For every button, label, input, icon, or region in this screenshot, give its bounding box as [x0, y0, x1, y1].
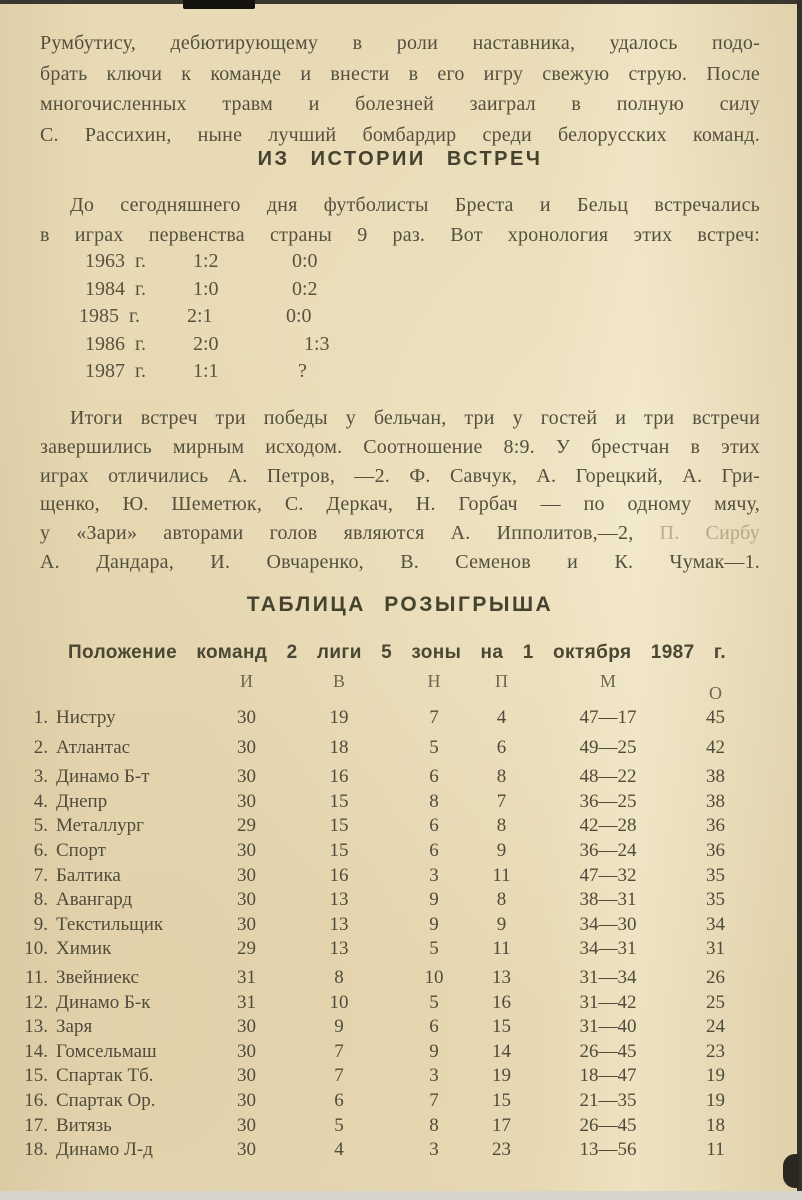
- draws-cell: 6: [429, 839, 439, 861]
- team-name: Авангард: [56, 889, 133, 911]
- team-name: Спартак Тб.: [56, 1065, 154, 1087]
- goals-cell: 42—28: [579, 815, 637, 837]
- points-cell: 24: [706, 1016, 725, 1038]
- history-section-title: ИЗ ИСТОРИИ ВСТРЕЧ: [257, 148, 543, 170]
- games-played-cell: 30: [237, 1065, 256, 1087]
- points-cell: 19: [706, 1089, 725, 1111]
- match-score-second: 1:3: [304, 332, 330, 355]
- losses-cell: 13: [492, 966, 511, 988]
- match-score-second: ?: [298, 360, 307, 383]
- games-played-cell: 29: [237, 815, 256, 837]
- match-score-second: 0:2: [292, 277, 318, 300]
- points-cell: 34: [706, 913, 725, 935]
- points-cell: 23: [706, 1040, 725, 1062]
- year-suffix: г.: [135, 250, 146, 272]
- rank-number: 11.: [24, 966, 48, 988]
- losses-cell: 17: [492, 1114, 511, 1136]
- column-header: О: [709, 683, 722, 703]
- team-cell: [8, 888, 213, 913]
- rank-number: 15.: [24, 1065, 48, 1087]
- wins-cell: 5: [334, 1114, 344, 1136]
- rank-number: 18.: [24, 1139, 48, 1161]
- rank-number: 10.: [24, 938, 48, 960]
- table-row: [8, 991, 748, 1016]
- team-name: Металлург: [56, 815, 144, 837]
- year-suffix: г.: [135, 360, 146, 383]
- points-cell: 18: [706, 1114, 725, 1136]
- wins-cell: 4: [334, 1139, 344, 1161]
- points-cell: 36: [706, 839, 725, 861]
- team-cell: [8, 1114, 213, 1139]
- table-row: [8, 1064, 748, 1089]
- paper-sheet: [0, 4, 797, 1191]
- games-played-cell: 30: [237, 1016, 256, 1038]
- points-cell: 42: [706, 736, 725, 758]
- team-cell: [8, 790, 213, 815]
- paragraph-line: [40, 548, 760, 577]
- points-cell: 38: [706, 790, 725, 812]
- team-cell: [8, 864, 213, 889]
- games-played-cell: 30: [237, 1139, 256, 1161]
- team-cell: [8, 736, 213, 761]
- wins-cell: 9: [334, 1016, 344, 1038]
- goals-cell: 36—24: [579, 839, 637, 861]
- rank-number: 7.: [33, 864, 48, 886]
- team-column-spacer: [8, 670, 213, 704]
- match-year: 1985: [79, 305, 119, 328]
- rank-number: 5.: [33, 815, 48, 837]
- games-played-cell: 31: [237, 991, 256, 1013]
- points-cell: 45: [706, 707, 725, 728]
- wins-cell: 15: [329, 790, 349, 812]
- games-played-cell: 30: [237, 736, 256, 758]
- scan-border-top-dark-segment: [183, 0, 255, 9]
- wins-cell: 13: [329, 889, 349, 911]
- match-score-first: 2:0: [193, 332, 219, 355]
- draws-cell: 6: [429, 815, 439, 837]
- chronology-row: [85, 248, 505, 276]
- team-cell: [8, 1138, 213, 1163]
- line-text: Итоги встреч три победы у бельчан, три у гостей и три встречи: [70, 407, 760, 429]
- goals-cell: 48—22: [579, 766, 637, 788]
- wins-cell: 13: [329, 938, 349, 960]
- standings-header-row: [8, 670, 748, 704]
- scan-border-top: [0, 0, 802, 4]
- column-header: В: [332, 671, 345, 691]
- team-name: Витязь: [56, 1114, 112, 1136]
- chronology-row: [85, 331, 505, 359]
- match-score-second: 0:0: [286, 305, 312, 328]
- rank-number: 12.: [24, 991, 48, 1013]
- points-cell: 25: [706, 991, 725, 1013]
- goals-cell: 26—45: [579, 1114, 637, 1136]
- match-year: 1986: [85, 332, 125, 355]
- draws-cell: 7: [429, 707, 439, 728]
- rank-number: 6.: [33, 839, 48, 861]
- games-played-cell: 30: [237, 707, 256, 728]
- paragraph-line: До сегодняшнего дня футболисты Бреста и Бельц встречались: [70, 194, 760, 216]
- points-cell: 19: [706, 1065, 725, 1087]
- draws-cell: 6: [429, 766, 439, 788]
- match-score-second: 0:0: [292, 250, 318, 272]
- line-text: играх отличились А. Петров, —2. Ф. Савчук, А. Горецкий, А. Гри-: [40, 464, 760, 487]
- team-cell: [8, 706, 213, 731]
- table-row: [8, 1089, 748, 1114]
- points-cell: 11: [706, 1139, 725, 1161]
- paragraph-line: [40, 404, 760, 433]
- games-played-cell: 30: [237, 839, 256, 861]
- losses-cell: 9: [496, 839, 507, 861]
- paragraph-line: многочисленных травм и болезней заиграл в полную силу: [40, 93, 760, 116]
- games-played-cell: 30: [237, 1114, 256, 1136]
- column-header: П: [495, 671, 508, 691]
- team-name: Атлантас: [56, 736, 131, 758]
- table-row: [8, 888, 748, 913]
- draws-cell: 5: [429, 736, 439, 758]
- match-score-first: 2:1: [187, 305, 213, 328]
- draws-cell: 9: [429, 889, 439, 911]
- draws-cell: 3: [429, 864, 439, 886]
- losses-cell: 23: [492, 1139, 511, 1161]
- goals-cell: 49—25: [579, 736, 637, 758]
- goals-cell: 21—35: [579, 1089, 637, 1111]
- team-cell: [8, 937, 213, 962]
- draws-cell: 8: [429, 1114, 439, 1136]
- history-summary-paragraph: [40, 404, 760, 577]
- losses-cell: 7: [496, 790, 507, 812]
- losses-cell: 6: [496, 736, 507, 758]
- team-cell: [8, 1040, 213, 1065]
- standings-table: [8, 670, 748, 1163]
- chronology-row: [79, 303, 499, 331]
- team-cell: [8, 814, 213, 839]
- wins-cell: 10: [329, 991, 349, 1013]
- line-text: завершились мирным исходом. Соотношение 8:9. У брестчан в этих: [40, 435, 760, 458]
- goals-cell: 31—42: [579, 991, 637, 1013]
- draws-cell: 8: [429, 790, 439, 812]
- draws-cell: 5: [429, 938, 439, 960]
- table-row: [8, 706, 748, 731]
- table-row: [8, 913, 748, 938]
- draws-cell: 10: [424, 966, 444, 988]
- games-played-cell: 30: [237, 790, 256, 812]
- draws-cell: 3: [429, 1065, 439, 1087]
- losses-cell: 15: [492, 1089, 511, 1111]
- table-row: [8, 966, 748, 991]
- losses-cell: 8: [496, 815, 507, 837]
- table-row: [8, 864, 748, 889]
- team-cell: [8, 765, 213, 790]
- team-name: Днепр: [56, 790, 108, 812]
- history-intro-paragraph: [40, 190, 760, 250]
- team-cell: [8, 1064, 213, 1089]
- column-header: М: [599, 671, 616, 691]
- goals-cell: 34—30: [579, 913, 637, 935]
- team-name: Звейниекс: [56, 966, 139, 988]
- paragraph-line: С. Рассихин, ныне лучший бомбардир среди белорусских команд.: [40, 123, 760, 146]
- losses-cell: 19: [492, 1065, 511, 1087]
- paragraph-line: брать ключи к команде и внести в его игру свежую струю. После: [40, 62, 760, 85]
- year-suffix: г.: [135, 332, 146, 355]
- team-name: Спартак Ор.: [56, 1089, 156, 1111]
- team-name: Динамо Б-к: [56, 991, 151, 1013]
- rank-number: 16.: [24, 1089, 48, 1111]
- draws-cell: 6: [429, 1016, 439, 1038]
- table-row: [8, 937, 748, 962]
- table-subtitle: Положение команд 2 лиги 5 зоны на 1 октября 1987 г.: [68, 642, 726, 663]
- rank-number: 8.: [33, 889, 48, 911]
- rank-number: 17.: [24, 1114, 48, 1136]
- wins-cell: 16: [329, 766, 349, 788]
- rank-number: 4.: [33, 790, 48, 812]
- points-cell: 36: [706, 815, 725, 837]
- line-text: А. Дандара, И. Овчаренко, В. Семенов и К. Чумак—1.: [40, 550, 760, 573]
- games-played-cell: 30: [237, 864, 256, 886]
- column-header: Н: [427, 671, 441, 691]
- column-header: И: [240, 671, 253, 691]
- wins-cell: 15: [329, 815, 349, 837]
- rank-number: 9.: [33, 913, 48, 935]
- losses-cell: 8: [496, 766, 507, 788]
- faded-line-text: П. Сирбу: [659, 522, 760, 545]
- wins-cell: 8: [334, 966, 344, 988]
- goals-cell: 34—31: [579, 938, 637, 960]
- paragraph-line: Румбутису, дебютирующему в роли наставника, удалось подо-: [40, 32, 760, 54]
- draws-cell: 9: [429, 913, 439, 935]
- scan-border-bottom: [0, 1191, 802, 1200]
- line-text: у «Зари» авторами голов являются А. Ипполитов,—2,: [40, 522, 634, 545]
- games-played-cell: 30: [237, 766, 256, 788]
- losses-cell: 4: [496, 707, 507, 728]
- points-cell: 35: [706, 889, 725, 911]
- goals-cell: 18—47: [579, 1065, 637, 1087]
- draws-cell: 5: [429, 991, 439, 1013]
- team-cell: [8, 966, 213, 991]
- rank-number: 2.: [33, 736, 48, 758]
- team-name: Динамо Б-т: [56, 766, 150, 788]
- table-row: [8, 1015, 748, 1040]
- paragraph-line: [40, 490, 760, 519]
- losses-cell: 14: [492, 1040, 511, 1062]
- match-year: 1984: [85, 277, 125, 300]
- team-name: Балтика: [56, 864, 121, 886]
- year-suffix: г.: [135, 277, 146, 300]
- wins-cell: 15: [329, 839, 349, 861]
- losses-cell: 16: [492, 991, 511, 1013]
- match-score-first: 1:1: [193, 360, 219, 383]
- rank-number: 1.: [33, 707, 48, 728]
- games-played-cell: 29: [237, 938, 256, 960]
- draws-cell: 7: [429, 1089, 439, 1111]
- table-row: [8, 814, 748, 839]
- match-score-first: 1:0: [193, 277, 219, 300]
- team-name: Гомсельмаш: [56, 1040, 157, 1062]
- wins-cell: 6: [334, 1089, 344, 1111]
- points-cell: 26: [706, 966, 725, 988]
- line-text: щенко, Ю. Шеметюк, С. Деркач, Н. Горбач — по одному мячу,: [40, 493, 760, 516]
- intro-paragraph: [40, 28, 760, 150]
- team-cell: [8, 839, 213, 864]
- team-name: Спорт: [56, 839, 106, 861]
- draws-cell: 9: [429, 1040, 439, 1062]
- games-played-cell: 30: [237, 1040, 256, 1062]
- draws-cell: 3: [429, 1139, 439, 1161]
- paragraph-line: [40, 519, 760, 548]
- losses-cell: 11: [492, 938, 511, 960]
- games-played-cell: 30: [237, 889, 256, 911]
- chronology-list: [79, 248, 505, 386]
- table-row: [8, 839, 748, 864]
- match-year: 1987: [85, 360, 125, 383]
- games-played-cell: 30: [237, 913, 256, 935]
- goals-cell: 31—34: [579, 966, 637, 988]
- wins-cell: 19: [329, 707, 349, 728]
- table-row: [8, 790, 748, 815]
- wins-cell: 16: [329, 864, 349, 886]
- year-suffix: г.: [129, 305, 140, 328]
- goals-cell: 38—31: [579, 889, 637, 911]
- losses-cell: 9: [496, 913, 507, 935]
- wins-cell: 7: [334, 1040, 344, 1062]
- points-cell: 35: [706, 864, 725, 886]
- losses-cell: 15: [492, 1016, 511, 1038]
- rank-number: 13.: [24, 1016, 48, 1038]
- rank-number: 14.: [24, 1040, 48, 1062]
- goals-cell: 13—56: [579, 1139, 637, 1161]
- paragraph-line: [40, 462, 760, 491]
- goals-cell: 31—40: [579, 1016, 637, 1038]
- team-name: Химик: [56, 938, 112, 960]
- team-name: Текстильщик: [56, 913, 164, 935]
- scan-artifact-corner: [783, 1154, 799, 1188]
- chronology-row: [85, 358, 505, 386]
- losses-cell: 8: [496, 889, 507, 911]
- match-score-first: 1:2: [193, 250, 219, 272]
- games-played-cell: 30: [237, 1089, 256, 1111]
- match-year: 1963: [85, 250, 125, 272]
- points-cell: 38: [706, 766, 725, 788]
- goals-cell: 36—25: [579, 790, 637, 812]
- losses-cell: 11: [492, 864, 511, 886]
- scan-border-right: [797, 0, 802, 1200]
- games-played-cell: 31: [237, 966, 256, 988]
- team-name: Динамо Л-д: [56, 1139, 153, 1161]
- team-cell: [8, 991, 213, 1016]
- wins-cell: 7: [334, 1065, 344, 1087]
- team-cell: [8, 913, 213, 938]
- paragraph-line: в играх первенства страны 9 раз. Вот хронология этих встреч:: [40, 224, 760, 246]
- goals-cell: 47—17: [579, 707, 637, 728]
- team-name: Нистру: [56, 707, 116, 728]
- team-cell: [8, 1089, 213, 1114]
- table-section-title: ТАБЛИЦА РОЗЫГРЫША: [246, 593, 554, 616]
- wins-cell: 18: [329, 736, 349, 758]
- team-cell: [8, 1015, 213, 1040]
- rank-number: 3.: [33, 766, 48, 788]
- table-row: [8, 736, 748, 761]
- table-row: [8, 1040, 748, 1065]
- table-row: [8, 1114, 748, 1139]
- goals-cell: 26—45: [579, 1040, 637, 1062]
- table-row: [8, 1138, 748, 1163]
- team-name: Заря: [56, 1016, 93, 1038]
- points-cell: 31: [706, 938, 725, 960]
- chronology-row: [85, 276, 505, 304]
- standings-rows: [8, 706, 748, 1163]
- paragraph-line: [40, 433, 760, 462]
- table-row: [8, 765, 748, 790]
- goals-cell: 47—32: [579, 864, 637, 886]
- wins-cell: 13: [329, 913, 349, 935]
